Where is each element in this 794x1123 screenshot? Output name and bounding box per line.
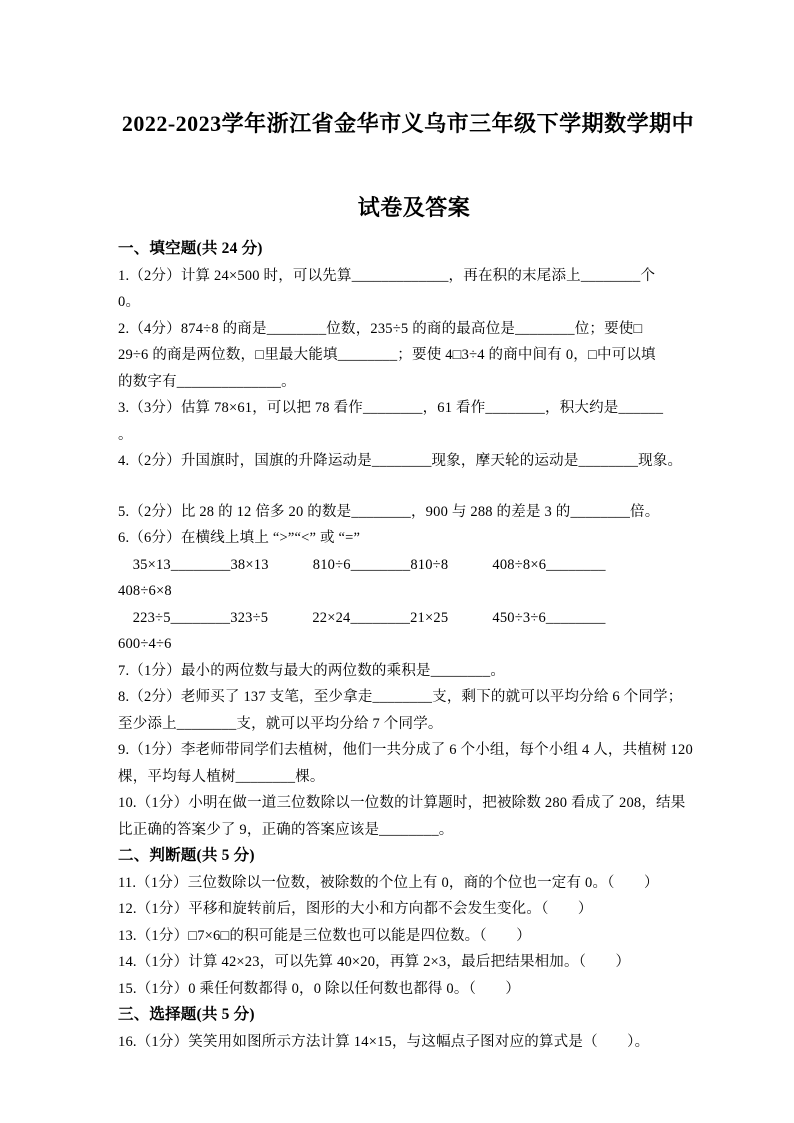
document-body — [118, 236, 698, 1055]
section-heading-true-false: 二、判断题(共 5 分) — [118, 847, 255, 864]
question-12-line-1: 12.（1分）平移和旋转前后，图形的大小和方向都不会发生变化。（ ） — [118, 901, 593, 917]
section-heading-fill-in-blanks: 一、填空题(共 24 分) — [118, 240, 263, 257]
question-6-compare-row-2: 223÷5________323÷5 22×24________21×25 450÷3÷6________ — [118, 609, 606, 626]
question-14-line-1: 14.（1分）计算 42×23，可以先算 40×20，再算 2×3，最后把结果相加。（ ） — [118, 954, 631, 970]
question-6-line-1: 6.（6分）在横线上填上 “>”“<” 或 “=” — [118, 530, 361, 546]
question-15-line-1: 15.（1分）0 乘任何数都得 0，0 除以任何数也都得 0。（ ） — [118, 980, 521, 997]
question-9-line-1: 9.（1分）李老师带同学们去植树，他们一共分成了 6 个小组，每个小组 4 人，共植树 120 — [118, 742, 693, 758]
question-11-line-1: 11.（1分）三位数除以一位数，被除数的个位上有 0，商的个位也一定有 0。（ ） — [118, 874, 659, 891]
question-5-line-1: 5.（2分）比 28 的 12 倍多 20 的数是________，900 与 288 的差是 3 的________倍。 — [118, 503, 660, 520]
document-title-line1: 2022-2023学年浙江省金华市义乌市三年级下学期数学期中 — [121, 111, 695, 136]
question-1-line-2: 0。 — [118, 294, 141, 310]
question-1-line-1: 1.（2分）计算 24×500 时，可以先算_____________，再在积的末尾添上________个 — [118, 267, 656, 284]
section-heading-multiple-choice: 三、选择题(共 5 分) — [118, 1006, 255, 1023]
question-2-line-3: 的数字有______________。 — [118, 373, 296, 390]
question-6-compare-row-1: 35×13________38×13 810÷6________810÷8 408÷8×6________ — [118, 556, 606, 573]
question-8-line-1: 8.（2分）老师买了 137 支笔，至少拿走________支，剩下的就可以平均分给 6 个同学； — [118, 689, 683, 705]
question-3-line-1: 3.（3分）估算 78×61，可以把 78 看作________，61 看作________，积大约是______ — [118, 400, 664, 416]
question-16-line-1: 16.（1分）笑笑用如图所示方法计算 14×15，与这幅点子图对应的算式是（ ）。 — [118, 1033, 650, 1050]
question-2-line-1: 2.（4分）874÷8 的商是________位数，235÷5 的商的最高位是________位；要使□ — [118, 320, 643, 337]
question-4-line-1: 4.（2分）升国旗时，国旗的升降运动是________现象，摩天轮的运动是________现象。 — [118, 453, 683, 469]
question-10-line-1: 10.（1分）小明在做一道三位数除以一位数的计算题时，把被除数 280 看成了 208，结果 — [118, 795, 686, 811]
question-6-compare-row-1b: 408÷6×8 — [118, 583, 172, 599]
question-3-line-2: 。 — [118, 426, 133, 443]
question-10-line-2: 比正确的答案少了 9，正确的答案应该是________。 — [118, 821, 454, 838]
question-8-line-2: 至少添上________支，就可以平均分给 7 个同学。 — [118, 715, 443, 732]
question-6-compare-row-2b: 600÷4÷6 — [118, 636, 172, 652]
document-title-line2: 试卷及答案 — [357, 195, 471, 220]
question-13-line-1: 13.（1分）□7×6□的积可能是三位数也可以能是四位数。（ ） — [118, 927, 531, 944]
question-7-line-1: 7.（1分）最小的两位数与最大的两位数的乘积是________。 — [118, 662, 506, 679]
empty-line — [118, 475, 698, 499]
document-title — [118, 103, 698, 229]
question-9-line-2: 棵，平均每人植树________棵。 — [118, 768, 325, 785]
question-2-line-2: 29÷6 的商是两位数，□里最大能填________；要使 4□3÷4 的商中间有 0，□中可以填 — [118, 347, 656, 363]
